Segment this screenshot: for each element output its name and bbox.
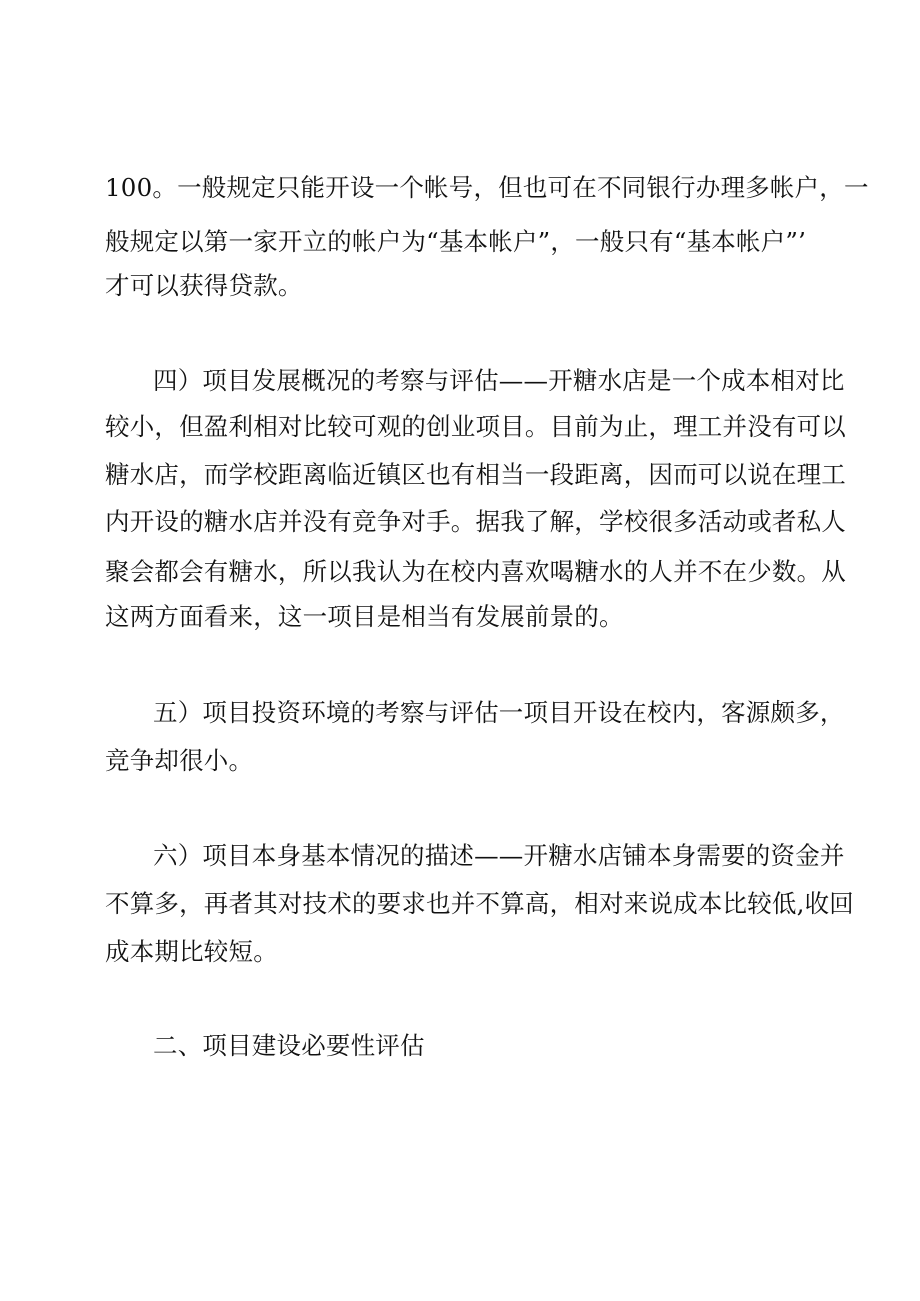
- text-line: 100。一般规定只能开设一个帐号，但也可在不同银行办理多帐户，一: [105, 173, 869, 202]
- text-line: 四）项目发展概况的考察与评估——开糖水店是一个成本相对比: [153, 366, 845, 395]
- text-line: 才可以获得贷款。: [105, 271, 303, 300]
- text-line: 不算多，再者其对技术的要求也并不算高，相对来说成本比较低,收回: [105, 889, 854, 918]
- text-line: 内开设的糖水店并没有竞争对手。据我了解，学校很多活动或者私人: [105, 507, 846, 536]
- text-line: 这两方面看来，这一项目是相当有发展前景的。: [105, 602, 624, 631]
- text-line: 般规定以第一家开立的帐户为“基本帐户”，一般只有“基本帐户”’: [105, 227, 807, 256]
- text-line: 竞争却很小。: [105, 746, 254, 775]
- text-line: 糖水店，而学校距离临近镇区也有相当一段距离，因而可以说在理工: [105, 460, 846, 489]
- text-line: 成本期比较短。: [105, 937, 278, 966]
- text-line: 聚会都会有糖水，所以我认为在校内喜欢喝糖水的人并不在少数。从: [105, 557, 846, 586]
- text-line: 五）项目投资环境的考察与评估一项目开设在校内，客源颇多，: [153, 698, 845, 727]
- heading-text: 二、项目建设必要性评估: [153, 1031, 425, 1060]
- text-line: 六）项目本身基本情况的描述——开糖水店铺本身需要的资金并: [153, 841, 845, 870]
- text-line: 较小，但盈利相对比较可观的创业项目。目前为止，理工并没有可以: [105, 412, 846, 441]
